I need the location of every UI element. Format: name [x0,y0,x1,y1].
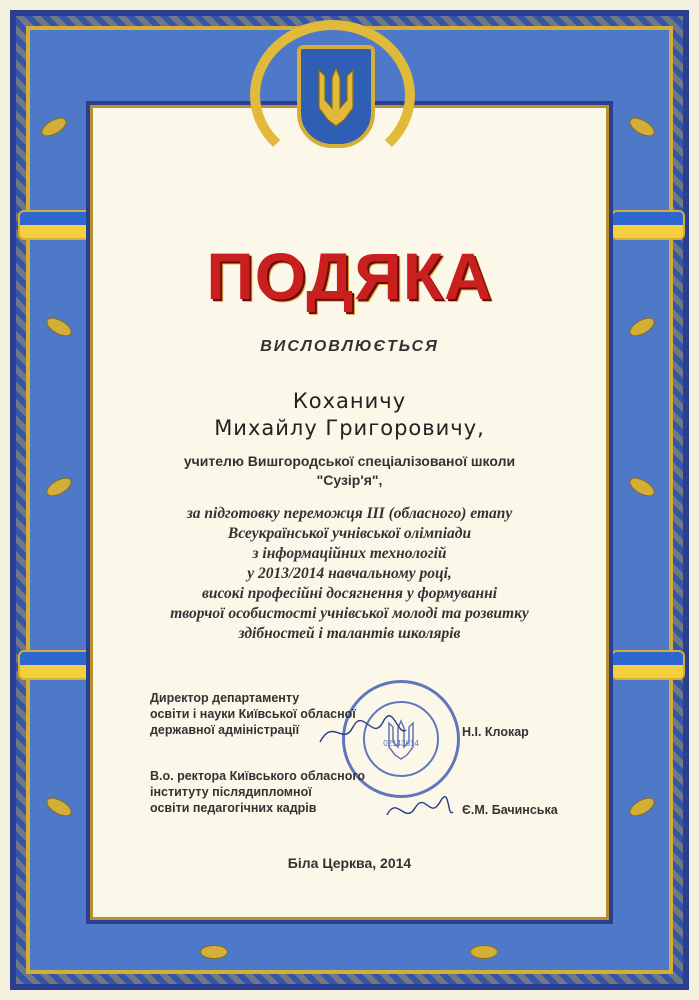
ribbon-decoration [18,210,92,240]
expressed-label: ВИСЛОВЛЮЄТЬСЯ [260,338,439,355]
handwritten-signature [318,712,408,752]
reason-line: творчої особистості учнівської молоді та розвитку [170,605,529,622]
signatory-name: Н.І. Клокар [462,725,529,739]
signature-role-line: інституту післядипломної [150,785,312,799]
position-line: учителю Вишгородської спеціалізованої школи [183,453,516,469]
signature-block [150,768,365,816]
laurel-leaf [200,945,228,959]
signature-role-line: освіти і науки Київської обласної [150,707,356,721]
position-line: "Сузір'я", [316,472,383,488]
signature-role-line: Директор департаменту [150,691,300,705]
stamp-code: 02143614 [383,739,419,748]
recipient-surname: Коханичу [292,389,407,413]
reason-line: з інформаційних технологій [252,545,447,562]
recipient-given-names: Михайлу Григоровичу, [214,416,485,440]
signature-role-line: освіти педагогічних кадрів [150,801,317,815]
ribbon-decoration [611,210,685,240]
trident-emblem-icon [297,45,375,148]
reason-line: у 2013/2014 навчальному році, [247,565,452,582]
reason-line: високі професійні досягнення у формуванні [201,585,498,602]
ribbon-decoration [611,650,685,680]
place-date: Біла Церква, 2014 [287,855,412,871]
signature-role-line: В.о. ректора Київського обласного [150,769,366,783]
certificate-title: ПОДЯКА [206,239,493,313]
signature-role-line: державної адміністрації [150,723,300,737]
laurel-leaf [470,945,498,959]
ribbon-decoration [18,650,92,680]
reason-line: за підготовку переможця III (обласного) етапу [186,505,513,522]
reason-line: Всеукраїнської учнівської олімпіади [227,525,472,542]
reason-line: здібностей і талантів школярів [238,625,461,642]
signatory-name: Є.М. Бачинська [462,803,558,817]
handwritten-signature [385,790,455,830]
